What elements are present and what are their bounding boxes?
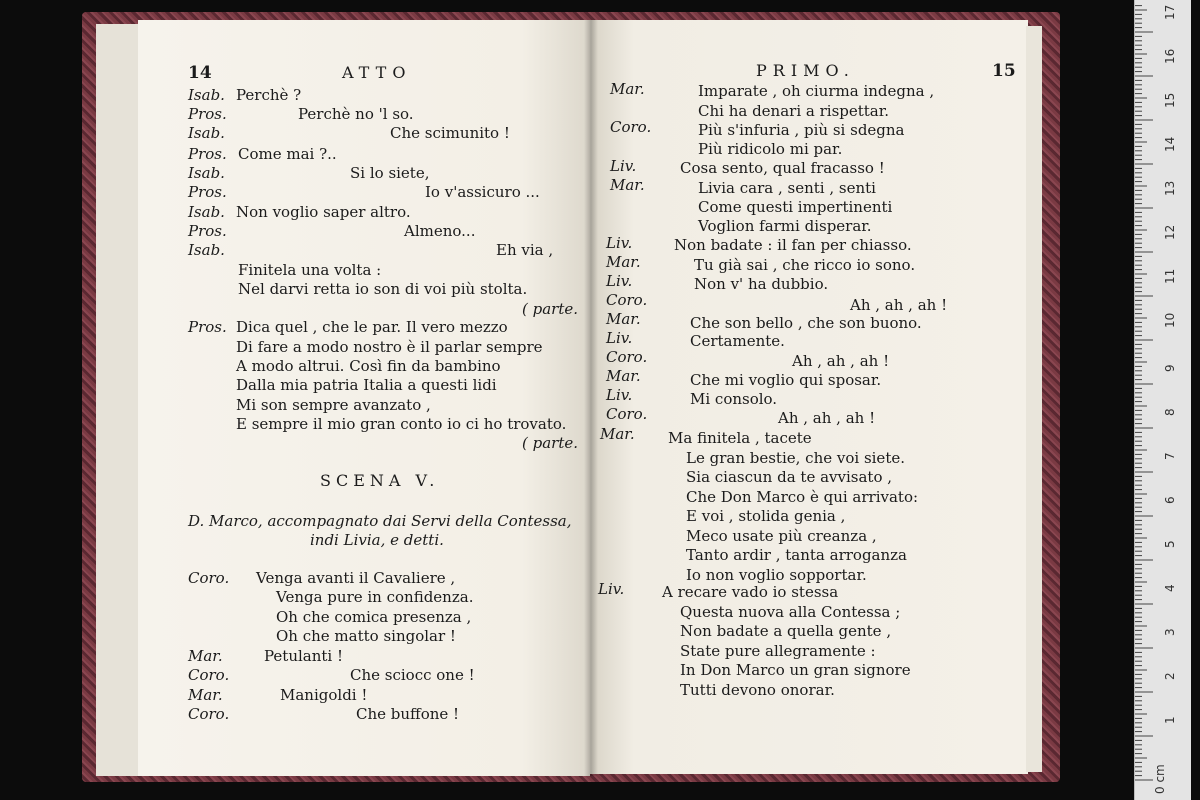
verse-line: Ma finitela , tacete xyxy=(668,429,812,447)
stage-direction: ( parte. xyxy=(522,300,579,318)
verse-line: Di fare a modo nostro è il parlar sempre xyxy=(236,338,543,356)
verse-line: Perchè ? xyxy=(236,86,302,104)
ruler-number: 17 xyxy=(1163,4,1177,20)
verse-line: Oh che matto singolar ! xyxy=(276,627,456,645)
verse-line: Non badate a quella gente , xyxy=(680,622,892,640)
verse-line: Non voglio saper altro. xyxy=(236,203,411,221)
speaker: Isab. xyxy=(188,241,225,259)
verse-line: State pure allegramente : xyxy=(680,642,876,660)
verse-line: Più ridicolo mi par. xyxy=(698,140,843,158)
ruler-number: 7 xyxy=(1163,452,1177,460)
speaker: Pros. xyxy=(188,318,227,336)
book-gutter xyxy=(584,20,598,776)
ruler-number: 6 xyxy=(1163,496,1177,504)
verse-line: Certamente. xyxy=(690,332,785,350)
running-head-left: ATTO xyxy=(342,63,412,82)
ruler-number: 3 xyxy=(1163,628,1177,636)
ruler-number: 13 xyxy=(1163,180,1177,196)
verse-line: Ah , ah , ah ! xyxy=(792,352,890,370)
verse-line: Ah , ah , ah ! xyxy=(778,409,876,427)
speaker: Pros. xyxy=(188,105,227,123)
verse-line: Cosa sento, qual fracasso ! xyxy=(680,159,885,177)
verse-line: Voglion farmi disperar. xyxy=(698,217,872,235)
speaker: Liv. xyxy=(606,386,633,404)
verse-line: Venga pure in confidenza. xyxy=(276,588,474,606)
ruler-unit: 0 cm xyxy=(1153,764,1167,794)
verse-line: Tanto ardir , tanta arroganza xyxy=(686,546,907,564)
verse-line: Ah , ah , ah ! xyxy=(850,296,948,314)
verse-line: Io v'assicuro ... xyxy=(425,183,540,201)
speaker: Isab. xyxy=(188,124,225,142)
speaker: Coro. xyxy=(610,118,652,136)
verse-line: Io non voglio sopportar. xyxy=(686,566,867,584)
ruler-number: 14 xyxy=(1163,136,1177,152)
page-edges-right xyxy=(1026,26,1042,772)
verse-line: Nel darvi retta io son di voi più stolta. xyxy=(238,280,528,298)
scene-title: SCENA V. xyxy=(320,471,440,490)
speaker: Isab. xyxy=(188,86,225,104)
page-number-right: 15 xyxy=(992,61,1016,81)
ruler-number: 11 xyxy=(1163,268,1177,284)
verse-line: Che Don Marco è qui arrivato: xyxy=(686,488,919,506)
speaker: Isab. xyxy=(188,203,225,221)
speaker: Coro. xyxy=(188,705,230,723)
verse-line: Almeno... xyxy=(404,222,476,240)
verse-line: Dalla mia patria Italia a questi lidi xyxy=(236,376,497,394)
ruler-number: 9 xyxy=(1163,364,1177,372)
verse-line: E voi , stolida genia , xyxy=(686,507,846,525)
speaker: Pros. xyxy=(188,145,227,163)
speaker: Coro. xyxy=(188,666,230,684)
verse-line: A recare vado io stessa xyxy=(662,583,839,601)
speaker: Isab. xyxy=(188,164,225,182)
ruler-number: 15 xyxy=(1163,92,1177,108)
verse-line: Perchè no 'l so. xyxy=(298,105,414,123)
running-head-right: PRIMO. xyxy=(756,61,855,80)
speaker: Liv. xyxy=(606,234,633,252)
speaker: Liv. xyxy=(606,329,633,347)
verse-line: Più s'infuria , più si sdegna xyxy=(698,121,905,139)
verse-line: Tu già sai , che ricco io sono. xyxy=(694,256,916,274)
verse-line: Meco usate più creanza , xyxy=(686,527,877,545)
speaker: Mar. xyxy=(600,425,635,443)
verse-line: Finitela una volta : xyxy=(238,261,382,279)
page-number-left: 14 xyxy=(188,63,212,83)
ruler-number: 16 xyxy=(1163,48,1177,64)
verse-line: Come mai ?.. xyxy=(238,145,337,163)
speaker: Coro. xyxy=(606,348,648,366)
speaker: Mar. xyxy=(188,647,223,665)
ruler-number: 12 xyxy=(1163,224,1177,240)
ruler-number: 1 xyxy=(1163,716,1177,724)
verse-line: Mi son sempre avanzato , xyxy=(236,396,431,414)
verse-line: Tutti devono onorar. xyxy=(680,681,835,699)
verse-line: Eh via , xyxy=(496,241,554,259)
stage-direction: indi Livia, e detti. xyxy=(310,531,444,549)
verse-line: Che scimunito ! xyxy=(390,124,510,142)
ruler-ticks xyxy=(1135,0,1191,800)
measuring-ruler xyxy=(1134,0,1191,800)
verse-line: A modo altrui. Così fin da bambino xyxy=(236,357,501,375)
verse-line: Mi consolo. xyxy=(690,390,778,408)
verse-line: Venga avanti il Cavaliere , xyxy=(256,569,456,587)
speaker: Mar. xyxy=(606,253,641,271)
speaker: Coro. xyxy=(606,291,648,309)
verse-line: In Don Marco un gran signore xyxy=(680,661,911,679)
verse-line: Chi ha denari a rispettar. xyxy=(698,102,890,120)
verse-line: Oh che comica presenza , xyxy=(276,608,472,626)
verse-line: Si lo siete, xyxy=(350,164,430,182)
speaker: Pros. xyxy=(188,222,227,240)
speaker: Pros. xyxy=(188,183,227,201)
ruler-number: 10 xyxy=(1163,312,1177,328)
stage-direction: ( parte. xyxy=(522,434,579,452)
verse-line: Come questi impertinenti xyxy=(698,198,893,216)
verse-line: Non v' ha dubbio. xyxy=(694,275,829,293)
verse-line: Livia cara , senti , senti xyxy=(698,179,876,197)
verse-line: Imparate , oh ciurma indegna , xyxy=(698,82,935,100)
speaker: Mar. xyxy=(606,310,641,328)
verse-line: Che son bello , che son buono. xyxy=(690,314,922,332)
speaker: Liv. xyxy=(610,157,637,175)
speaker: Coro. xyxy=(606,405,648,423)
speaker: Liv. xyxy=(606,272,633,290)
verse-line: Che sciocc one ! xyxy=(350,666,475,684)
verse-line: Dica quel , che le par. Il vero mezzo xyxy=(236,318,508,336)
speaker: Mar. xyxy=(610,176,645,194)
ruler-number: 2 xyxy=(1163,672,1177,680)
verse-line: Non badate : il fan per chiasso. xyxy=(674,236,912,254)
speaker: Liv. xyxy=(598,580,625,598)
ruler-number: 5 xyxy=(1163,540,1177,548)
verse-line: Manigoldi ! xyxy=(280,686,368,704)
speaker: Mar. xyxy=(610,80,645,98)
verse-line: Le gran bestie, che voi siete. xyxy=(686,449,905,467)
verse-line: Questa nuova alla Contessa ; xyxy=(680,603,901,621)
speaker: Mar. xyxy=(188,686,223,704)
ruler-number: 8 xyxy=(1163,408,1177,416)
verse-line: E sempre il mio gran conto io ci ho trovato. xyxy=(236,415,567,433)
verse-line: Petulanti ! xyxy=(264,647,344,665)
verse-line: Sia ciascun da te avvisato , xyxy=(686,468,893,486)
verse-line: Che mi voglio qui sposar. xyxy=(690,371,882,389)
ruler-number: 4 xyxy=(1163,584,1177,592)
stage-direction: D. Marco, accompagnato dai Servi della Contessa, xyxy=(188,512,572,530)
speaker: Mar. xyxy=(606,367,641,385)
speaker: Coro. xyxy=(188,569,230,587)
verse-line: Che buffone ! xyxy=(356,705,460,723)
